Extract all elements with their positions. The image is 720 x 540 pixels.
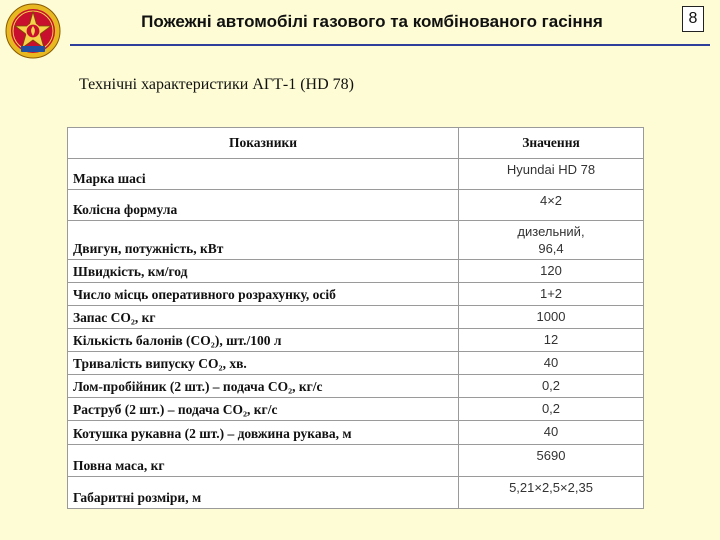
row-parameter-label: Габаритні розміри, м <box>68 477 459 509</box>
row-parameter-value: 5690 <box>459 445 644 477</box>
row-parameter-label: Раструб (2 шт.) – подача СО₂, кг/с <box>68 398 459 421</box>
table-row <box>68 398 644 421</box>
table-row <box>68 329 644 352</box>
row-parameter-value: 5,21×2,5×2,35 <box>459 477 644 509</box>
section-subtitle: Технічні характеристики АГТ-1 (HD 78) <box>79 76 354 93</box>
row-parameter-value: дизельний, 96,4 <box>459 221 644 260</box>
specifications-table <box>67 127 644 509</box>
table-row <box>68 221 644 260</box>
table-row <box>68 421 644 445</box>
page-number-badge: 8 <box>682 6 704 32</box>
table-row <box>68 445 644 477</box>
table-header-row <box>68 128 644 159</box>
row-parameter-value: 120 <box>459 260 644 283</box>
row-parameter-label: Двигун, потужність, кВт <box>68 221 459 260</box>
row-parameter-value: 4×2 <box>459 190 644 221</box>
table-row <box>68 260 644 283</box>
row-parameter-label: Лом-пробійник (2 шт.) – подача СО₂, кг/с <box>68 375 459 398</box>
row-parameter-label: Котушка рукавна (2 шт.) – довжина рукава, м <box>68 421 459 445</box>
row-parameter-value: 40 <box>459 421 644 445</box>
page-title: Пожежні автомобілі газового та комбінованого гасіння <box>141 12 603 31</box>
row-parameter-value: 1000 <box>459 306 644 329</box>
row-parameter-label: Запас СО₂, кг <box>68 306 459 329</box>
row-parameter-label: Число місць оперативного розрахунку, осіб <box>68 283 459 306</box>
table-row <box>68 283 644 306</box>
row-parameter-label: Повна маса, кг <box>68 445 459 477</box>
row-parameter-label: Тривалість випуску СО₂, хв. <box>68 352 459 375</box>
row-parameter-label: Марка шасі <box>68 159 459 190</box>
row-parameter-label: Кількість балонів (СО₂), шт./100 л <box>68 329 459 352</box>
row-parameter-label: Швидкість, км/год <box>68 260 459 283</box>
table-row <box>68 352 644 375</box>
table-row <box>68 159 644 190</box>
row-parameter-value: Hyundai HD 78 <box>459 159 644 190</box>
fire-service-emblem-icon <box>4 2 62 60</box>
column-header-value: Значення <box>459 128 644 159</box>
row-parameter-label: Колісна формула <box>68 190 459 221</box>
row-parameter-value: 0,2 <box>459 375 644 398</box>
row-parameter-value: 1+2 <box>459 283 644 306</box>
row-parameter-value: 12 <box>459 329 644 352</box>
column-header-parameter: Показники <box>68 128 459 159</box>
row-parameter-value: 0,2 <box>459 398 644 421</box>
row-parameter-value: 40 <box>459 352 644 375</box>
table-row <box>68 477 644 509</box>
table-row <box>68 375 644 398</box>
table-row <box>68 306 644 329</box>
title-divider <box>70 44 710 46</box>
table-row <box>68 190 644 221</box>
